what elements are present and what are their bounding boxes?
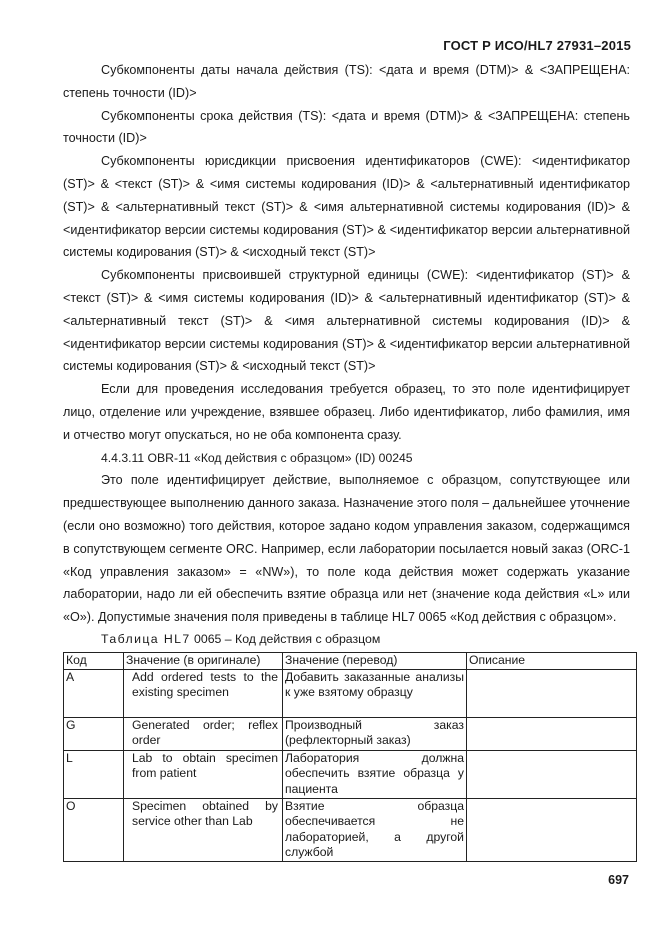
section-heading: 4.4.3.11 OBR-11 «Код действия с образцом» (ID) 00245 xyxy=(101,450,413,465)
cell-translation: Взятие образца обеспечивается не лабораторией, а другой службой xyxy=(283,798,467,861)
cell-description xyxy=(467,750,637,798)
cell-description xyxy=(467,669,637,717)
paragraph-specimen-collector: Если для проведения исследования требуется образец, то это поле идентифицирует лицо, отделение или учреждение, взявшее образец. Либо идентификатор, либо фамилия, имя и отчество могут опускаться, но не оба компонента сразу. xyxy=(63,382,630,442)
header-code: Код xyxy=(64,652,124,669)
table-caption-prefix: Таблица HL7 xyxy=(101,631,191,646)
table-header-row xyxy=(64,652,637,669)
paragraph-assigning-unit: Субкомпоненты присвоившей структурной единицы (CWE): <идентификатор (ST)> & <текст (ST)> & <имя системы кодирования (ID)> & <альтернативный идентификатор (ST)> & <альтернативный текст (ST)> & <имя альтернативной системы кодирования (ID)> & <идентификатор версии системы кодирования (ST)> & <идентификатор версии альтернативной системы кодирования (ST)> & <исходный текст (ST)> xyxy=(63,268,630,374)
cell-code: A xyxy=(64,669,124,717)
document-body xyxy=(63,59,630,862)
header-description: Описание xyxy=(467,652,637,669)
cell-code: G xyxy=(64,717,124,750)
cell-original: Generated order; reflex order xyxy=(124,717,283,750)
action-code-table xyxy=(63,652,637,862)
paragraph-duration: Субкомпоненты срока действия (TS): <дата и время (DTM)> & <ЗАПРЕЩЕНА: степень точности (ID)> xyxy=(63,108,630,146)
cell-translation: Лаборатория должна обеспечить взятие образца у пациента xyxy=(283,750,467,798)
cell-original: Lab to obtain specimen from patient xyxy=(124,750,283,798)
cell-translation: Производный заказ (рефлекторный заказ) xyxy=(283,717,467,750)
table-row xyxy=(64,669,637,717)
cell-description xyxy=(467,798,637,861)
cell-description xyxy=(467,717,637,750)
table-row xyxy=(64,717,637,750)
cell-original: Add ordered tests to the existing specimen xyxy=(124,669,283,717)
table-row xyxy=(64,750,637,798)
paragraph-start-date: Субкомпоненты даты начала действия (TS): <дата и время (DTM)> & <ЗАПРЕЩЕНА: степень точности (ID)> xyxy=(63,63,630,100)
cell-translation: Добавить заказанные анализы к уже взятому образцу xyxy=(283,669,467,717)
paragraph-action-code: Это поле идентифицирует действие, выполняемое с образцом, сопутствующее или предшествующее выполнению данного заказа. Назначение этого поля – дальнейшее уточнение (если оно возможно) того действия, которое задано кодом управления заказом, содержащимся в сопутствующем сегменте ORC. Например, если лаборатории посылается новый заказ (ORC-1 «Код управления заказом» = «NW»), то поле кода действия может содержать указание лаборатории, надо ли ей обеспечить взятие образца или нет (значение кода действия «L» или «O»). Допустимые значения поля приведены в таблице HL7 0065 «Код действия с образцом». xyxy=(63,473,630,625)
cell-original: Specimen obtained by service other than Lab xyxy=(124,798,283,861)
table-caption xyxy=(63,629,630,649)
cell-code: L xyxy=(64,750,124,798)
table-row xyxy=(64,798,637,861)
document-header: ГОСТ Р ИСО/HL7 27931–2015 xyxy=(443,38,631,53)
page-number: 697 xyxy=(608,873,629,887)
header-original: Значение (в оригинале) xyxy=(124,652,283,669)
paragraph-jurisdiction: Субкомпоненты юрисдикции присвоения идентификаторов (CWE): <идентификатор (ST)> & <текст (ST)> & <имя системы кодирования (ID)> & <альтернативный идентификатор (ST)> & <альтернативный текст (ST)> & <имя альтернативной системы кодирования (ID)> & <идентификатор версии системы кодирования (ST)> & <идентификатор версии альтернативной системы кодирования (ST)> & <исходный текст (ST)> xyxy=(63,154,630,260)
table-caption-rest: 0065 – Код действия с образцом xyxy=(190,631,381,646)
cell-code: O xyxy=(64,798,124,861)
header-translation: Значение (перевод) xyxy=(283,652,467,669)
